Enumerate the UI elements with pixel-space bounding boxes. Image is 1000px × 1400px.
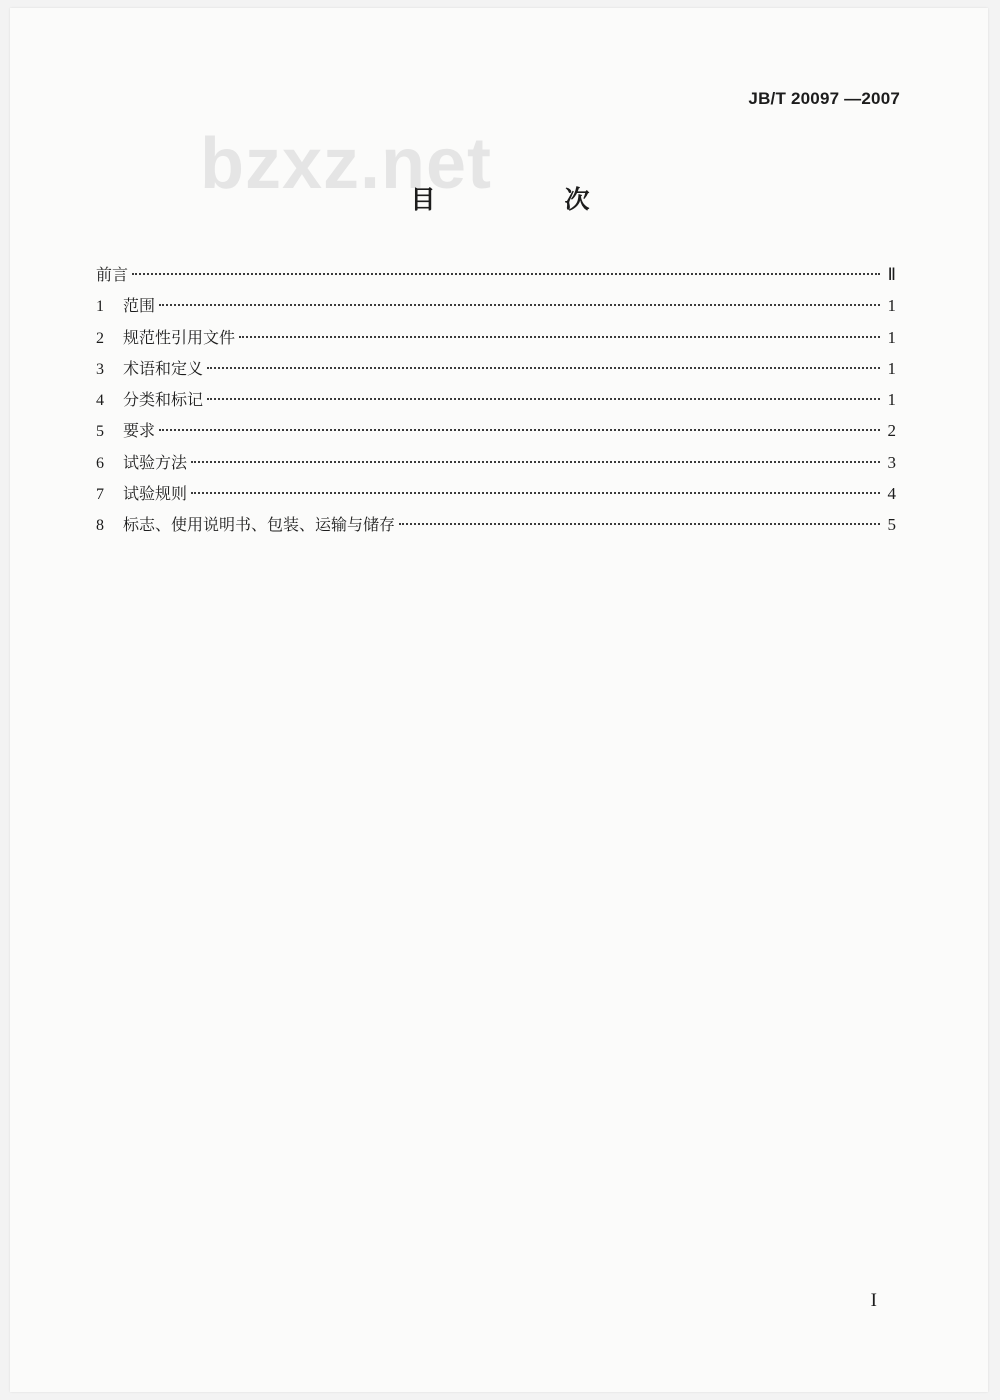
toc-entry-8[interactable]: [96, 512, 896, 543]
toc-section-number: 8: [96, 517, 104, 535]
toc-label: 分类和标记: [123, 390, 204, 410]
page-title: 目 次: [410, 185, 642, 214]
toc-section-number: 4: [96, 392, 104, 410]
dot-leader: [207, 398, 880, 400]
toc-section-number: 6: [96, 454, 104, 472]
toc-page-number: 1: [887, 296, 896, 316]
toc-page-number: 4: [887, 484, 896, 504]
toc-section-number: 3: [96, 360, 104, 378]
toc-label: 规范性引用文件: [123, 327, 236, 347]
toc-entry-6[interactable]: [96, 450, 896, 481]
toc-section-number: 7: [96, 486, 104, 504]
dot-leader: [207, 367, 880, 369]
toc-label: 范围: [123, 296, 156, 316]
toc-section-number: 2: [96, 329, 104, 347]
toc-label: 试验规则: [123, 484, 188, 504]
toc-entry-3[interactable]: [96, 356, 896, 387]
toc-entry-4[interactable]: [96, 387, 896, 418]
toc-entry-7[interactable]: [96, 481, 896, 512]
toc-entry-1[interactable]: [96, 293, 896, 324]
page-number: I: [870, 1290, 877, 1311]
toc-page-number: 1: [887, 327, 896, 347]
dot-leader: [191, 461, 880, 463]
toc-label: 前言: [96, 265, 129, 284]
toc-entry-foreword[interactable]: [96, 262, 896, 293]
toc-section-number: 5: [96, 423, 104, 441]
toc-section-number: 1: [96, 298, 104, 316]
toc-page-number: 1: [887, 390, 896, 410]
watermark: bzxz.net: [200, 124, 493, 204]
toc-entry-5[interactable]: [96, 418, 896, 449]
toc-page-number: 5: [887, 515, 896, 535]
dot-leader: [159, 304, 880, 306]
toc-label: 试验方法: [123, 452, 188, 472]
dot-leader: [132, 273, 880, 275]
toc-label: 要求: [123, 421, 156, 441]
toc-page-number: 2: [887, 421, 896, 441]
toc-page-number: 3: [887, 452, 896, 472]
standard-number: JB/T 20097 —2007: [748, 89, 900, 108]
dot-leader: [399, 523, 880, 525]
table-of-contents: [96, 262, 896, 544]
dot-leader: [159, 429, 880, 431]
toc-page-number: Ⅱ: [887, 265, 896, 284]
toc-label: 标志、使用说明书、包装、运输与储存: [123, 515, 396, 535]
toc-entry-2[interactable]: [96, 325, 896, 356]
dot-leader: [239, 336, 880, 338]
toc-label: 术语和定义: [123, 358, 204, 378]
dot-leader: [191, 492, 880, 494]
toc-page-number: 1: [887, 358, 896, 378]
